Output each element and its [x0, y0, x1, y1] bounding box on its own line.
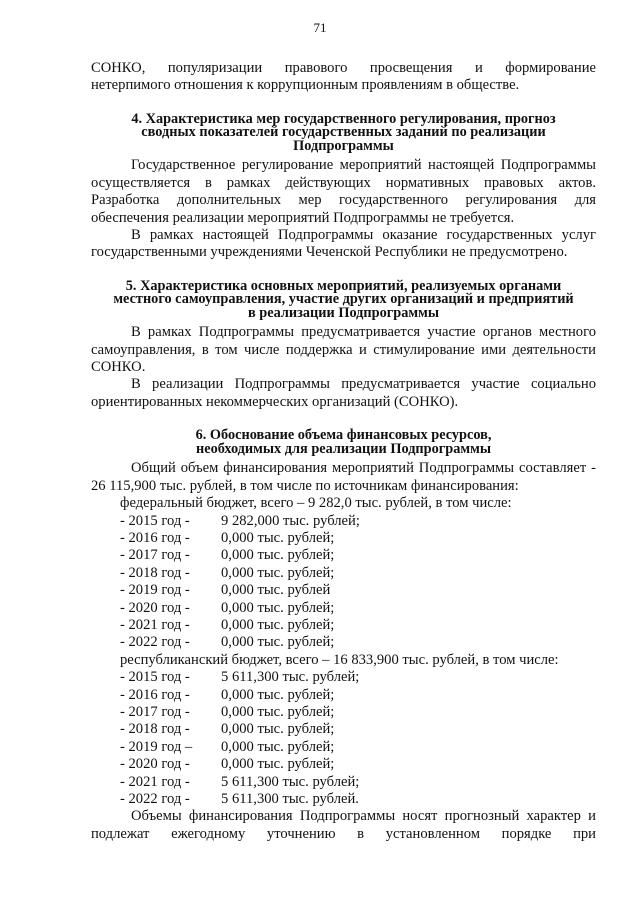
list-item-amount: 0,000 тыс. рублей;	[221, 547, 335, 564]
list-item-amount: 0,000 тыс. рублей;	[221, 634, 335, 651]
text-line: Государственное регулирование мероприятий настоящей Подпрограммы	[131, 157, 596, 174]
list-item	[91, 739, 596, 756]
heading-line: необходимых для реализации Подпрограммы	[196, 440, 491, 457]
section-4-heading	[91, 110, 596, 154]
page-content	[91, 60, 596, 843]
republic-budget-list	[91, 669, 596, 808]
list-item-amount: 5 611,300 тыс. рублей;	[221, 773, 360, 790]
list-item	[91, 687, 596, 704]
list-item	[91, 547, 596, 564]
list-item-amount: 0,000 тыс. рублей;	[221, 686, 335, 703]
list-item	[91, 669, 596, 686]
list-item	[91, 565, 596, 582]
list-item	[91, 530, 596, 547]
list-item-amount: 0,000 тыс. рублей;	[221, 529, 335, 546]
list-item-year: - 2020 год -	[120, 756, 190, 773]
text-line: Разработка дополнительных мер государственного регулирования для	[91, 192, 596, 209]
list-item-year: - 2018 год -	[120, 564, 190, 581]
heading-line: Подпрограммы	[293, 137, 394, 154]
text-line: самоуправления, в том числе поддержка и стимулирование ими деятельности	[91, 341, 596, 358]
heading-line: 6. Обоснование объема финансовых ресурсов,	[195, 427, 492, 444]
list-item-amount: 5 611,300 тыс. рублей.	[221, 791, 359, 807]
federal-budget-list	[91, 513, 596, 652]
text-line: В рамках настоящей Подпрограммы оказание государственных услуг	[131, 226, 596, 243]
list-item-year: - 2017 год -	[120, 703, 190, 720]
list-item-year: - 2022 год -	[120, 634, 190, 651]
list-item-year: - 2015 год -	[120, 669, 190, 686]
page-number: 71	[313, 20, 327, 35]
list-item	[91, 791, 596, 808]
list-item	[91, 582, 596, 599]
list-item-amount: 0,000 тыс. рублей;	[221, 756, 335, 773]
list-item	[91, 634, 596, 651]
text-line: СОНКО.	[91, 359, 146, 376]
list-item-amount: 9 282,000 тыс. рублей;	[221, 512, 360, 529]
list-item	[91, 774, 596, 791]
list-item-amount: 0,000 тыс. рублей;	[221, 564, 335, 581]
list-item-year: - 2022 год -	[120, 791, 190, 807]
heading-line: местного самоуправления, участие других организаций и предприятий	[113, 291, 574, 308]
section-6-heading	[91, 429, 596, 456]
heading-line: 5. Характеристика основных мероприятий, реализуемых органами	[125, 277, 562, 294]
text-line: ориентированных некоммерческих организаций (СОНКО).	[91, 393, 459, 410]
heading-line: в реализации Подпрограммы	[248, 304, 439, 321]
heading-line: 4. Характеристика мер государственного регулирования, прогноз	[131, 110, 556, 127]
list-item	[91, 704, 596, 721]
text-line: 26 115,900 тыс. рублей, в том числе по источникам финансирования:	[91, 477, 519, 494]
list-item-year: - 2021 год -	[120, 616, 190, 633]
list-item-year: - 2019 год -	[120, 582, 190, 599]
text-line: Объемы финансирования Подпрограммы носят прогнозный характер и	[131, 808, 596, 825]
text-line: Общий объем финансирования мероприятий Подпрограммы составляет -	[131, 460, 596, 477]
text-line: нетерпимого отношения к коррупционным проявлениям в обществе.	[91, 77, 520, 94]
list-item-amount: 0,000 тыс. рублей;	[221, 599, 335, 616]
list-item-year: - 2020 год -	[120, 599, 190, 616]
federal-budget-title: федеральный бюджет, всего – 9 282,0 тыс. рублей, в том числе:	[120, 495, 512, 512]
list-item-amount: 0,000 тыс. рублей;	[221, 721, 335, 738]
list-item	[91, 513, 596, 530]
list-item-year: - 2016 год -	[120, 529, 190, 546]
heading-line: сводных показателей государственных заданий по реализации	[141, 124, 546, 141]
list-item-amount: 0,000 тыс. рублей;	[221, 703, 335, 720]
text-line: В рамках Подпрограммы предусматривается участие органов местного	[131, 324, 596, 341]
list-item-amount: 0,000 тыс. рублей;	[221, 738, 335, 755]
list-item-year: - 2016 год -	[120, 686, 190, 703]
text-line: подлежат ежегодному уточнению в установленном порядке при	[91, 825, 596, 842]
text-line: СОНКО, популяризации правового просвещения и формирование	[91, 60, 596, 76]
list-item-year: - 2018 год -	[120, 721, 190, 738]
section-5-heading	[91, 277, 596, 321]
list-item-amount: 5 611,300 тыс. рублей;	[221, 669, 360, 686]
list-item-year: - 2021 год -	[120, 773, 190, 790]
republic-budget-title: республиканский бюджет, всего – 16 833,900 тыс. рублей, в том числе:	[120, 651, 559, 668]
list-item	[91, 600, 596, 617]
text-line: осуществляется в рамках действующих нормативных правовых актов.	[91, 174, 596, 191]
list-item-amount: 0,000 тыс. рублей	[221, 582, 331, 599]
list-item-year: - 2015 год -	[120, 512, 190, 529]
list-item-amount: 0,000 тыс. рублей;	[221, 616, 335, 633]
text-line: В реализации Подпрограммы предусматривается участие социально	[131, 376, 596, 393]
list-item	[91, 721, 596, 738]
list-item-year: - 2019 год –	[120, 738, 193, 755]
list-item	[91, 756, 596, 773]
list-item-year: - 2017 год -	[120, 547, 190, 564]
text-line: обеспечения реализации мероприятий Подпрограммы не требуется.	[91, 209, 515, 226]
list-item	[91, 617, 596, 634]
text-line: государственными учреждениями Чеченской Республики не предусмотрено.	[91, 244, 568, 261]
